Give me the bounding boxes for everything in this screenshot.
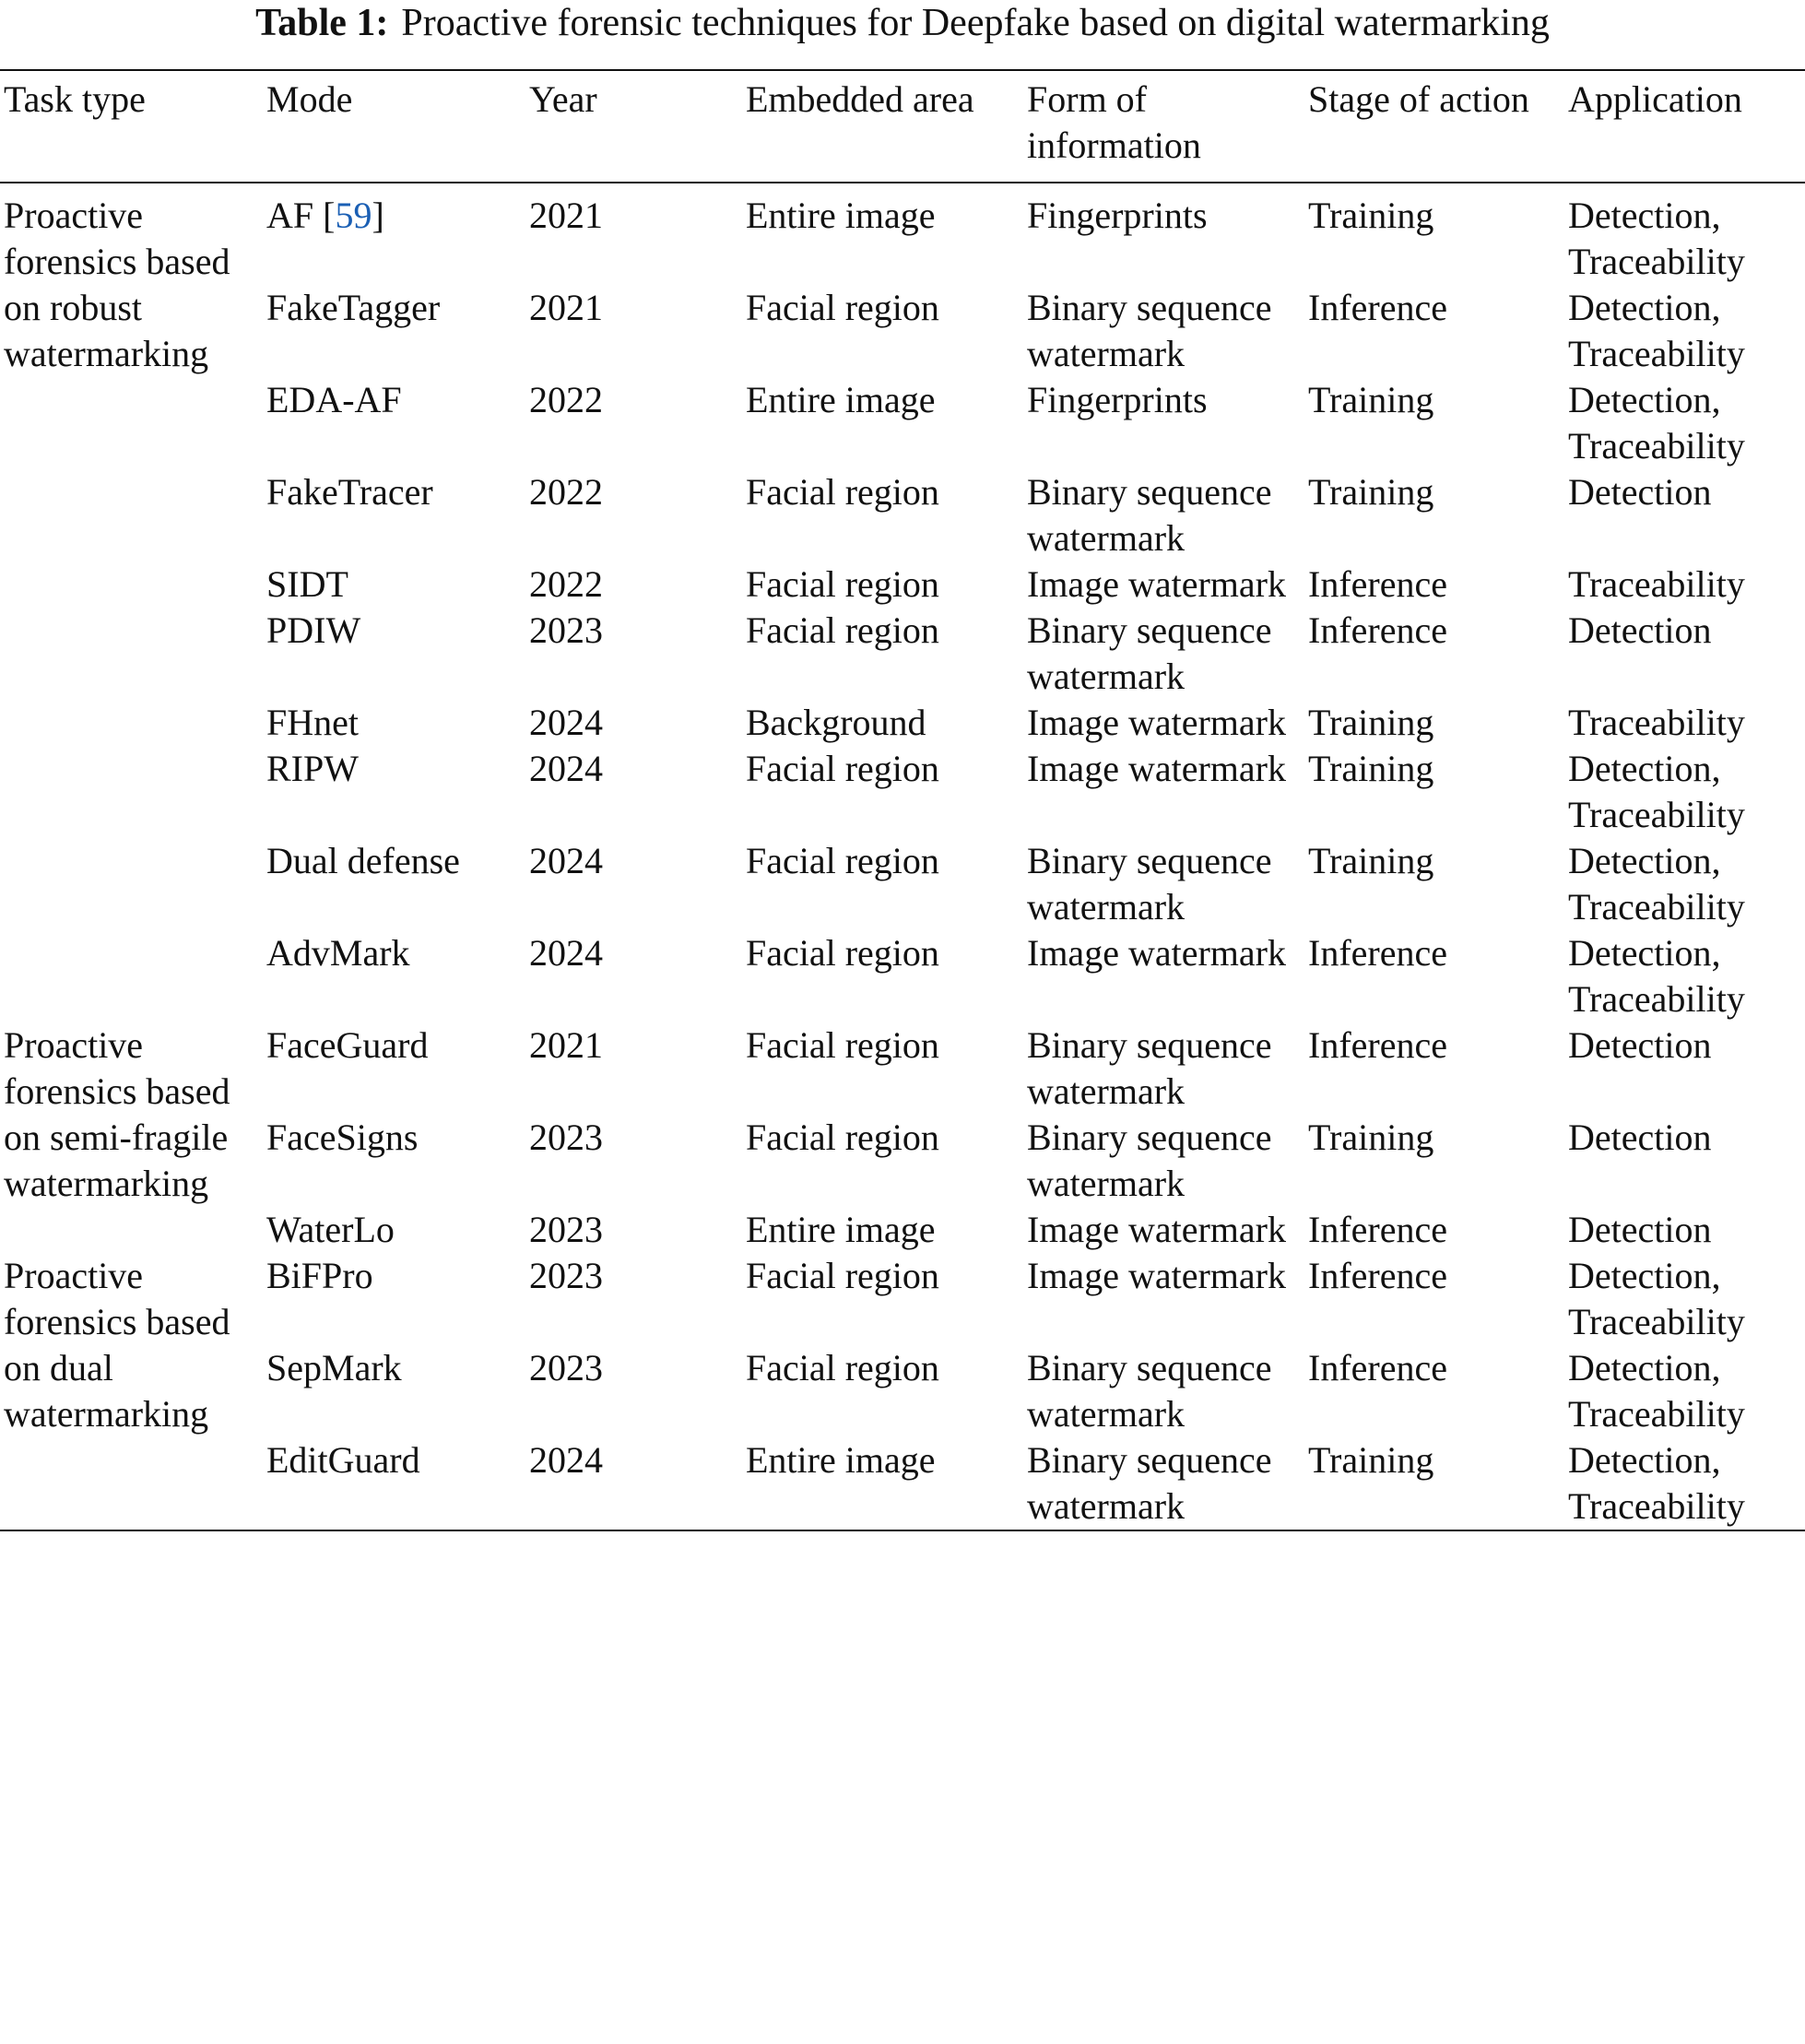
table-row bbox=[0, 1437, 1805, 1530]
form-of-information-cell: Binary sequence watermark bbox=[1027, 1439, 1272, 1527]
year-cell: 2023 bbox=[529, 1117, 603, 1158]
embedded-area-cell: Facial region bbox=[746, 287, 939, 328]
mode-name: FakeTagger bbox=[266, 287, 441, 328]
mode-name: SepMark bbox=[266, 1347, 402, 1388]
form-of-information-cell: Binary sequence watermark bbox=[1027, 609, 1272, 697]
header-form-of-information: Form of information bbox=[1027, 78, 1201, 166]
application-cell: Detection, Traceability bbox=[1568, 1439, 1745, 1527]
stage-of-action-cell: Training bbox=[1308, 471, 1434, 513]
embedded-area-cell: Entire image bbox=[746, 1439, 936, 1481]
form-of-information-cell: Image watermark bbox=[1027, 1255, 1286, 1296]
table-caption-label: Table 1: bbox=[255, 2, 389, 44]
table-row bbox=[0, 1115, 1805, 1207]
application-cell: Detection bbox=[1568, 1209, 1712, 1250]
stage-of-action-cell: Inference bbox=[1308, 1209, 1447, 1250]
table-row bbox=[0, 285, 1805, 377]
stage-of-action-cell: Inference bbox=[1308, 563, 1447, 605]
mode-cell bbox=[263, 1253, 525, 1345]
table-row bbox=[0, 1253, 1805, 1345]
application-cell: Traceability bbox=[1568, 563, 1745, 605]
mode-cell bbox=[263, 700, 525, 746]
year-cell: 2022 bbox=[529, 379, 603, 420]
mode-cell bbox=[263, 377, 525, 469]
header-application: Application bbox=[1568, 78, 1742, 120]
mode-name: PDIW bbox=[266, 609, 361, 651]
year-cell: 2024 bbox=[529, 702, 603, 743]
application-cell: Detection, Traceability bbox=[1568, 1255, 1745, 1342]
mode-name: SIDT bbox=[266, 563, 348, 605]
form-of-information-cell: Image watermark bbox=[1027, 1209, 1286, 1250]
table-row bbox=[0, 1345, 1805, 1437]
form-of-information-cell: Binary sequence watermark bbox=[1027, 287, 1272, 374]
year-cell: 2021 bbox=[529, 287, 603, 328]
embedded-area-cell: Facial region bbox=[746, 748, 939, 789]
form-of-information-cell: Image watermark bbox=[1027, 932, 1286, 974]
table-row bbox=[0, 377, 1805, 469]
table-header bbox=[0, 70, 1805, 183]
embedded-area-cell: Facial region bbox=[746, 1024, 939, 1066]
table-row bbox=[0, 1022, 1805, 1115]
stage-of-action-cell: Inference bbox=[1308, 932, 1447, 974]
stage-of-action-cell: Training bbox=[1308, 1117, 1434, 1158]
mode-name: AdvMark bbox=[266, 932, 410, 974]
year-cell: 2023 bbox=[529, 1347, 603, 1388]
year-cell: 2022 bbox=[529, 471, 603, 513]
table-caption-text: Proactive forensic techniques for Deepfake based on digital watermarking bbox=[401, 2, 1550, 44]
form-of-information-cell: Fingerprints bbox=[1027, 195, 1208, 236]
year-cell: 2021 bbox=[529, 1024, 603, 1066]
mode-name: FHnet bbox=[266, 702, 359, 743]
application-cell: Detection, Traceability bbox=[1568, 287, 1745, 374]
form-of-information-cell: Image watermark bbox=[1027, 563, 1286, 605]
table-row bbox=[0, 700, 1805, 746]
application-cell: Detection, Traceability bbox=[1568, 195, 1745, 282]
application-cell: Detection, Traceability bbox=[1568, 840, 1745, 927]
table-row bbox=[0, 561, 1805, 608]
mode-cell bbox=[263, 608, 525, 700]
table-row bbox=[0, 930, 1805, 1022]
header-row bbox=[0, 70, 1805, 183]
embedded-area-cell: Facial region bbox=[746, 1347, 939, 1388]
embedded-area-cell: Facial region bbox=[746, 563, 939, 605]
stage-of-action-cell: Training bbox=[1308, 840, 1434, 881]
mode-cell bbox=[263, 838, 525, 930]
application-cell: Detection bbox=[1568, 471, 1712, 513]
application-cell: Detection bbox=[1568, 1117, 1712, 1158]
mode-name: WaterLo bbox=[266, 1209, 395, 1250]
embedded-area-cell: Background bbox=[746, 702, 926, 743]
application-cell: Detection, Traceability bbox=[1568, 932, 1745, 1020]
stage-of-action-cell: Inference bbox=[1308, 1024, 1447, 1066]
stage-of-action-cell: Inference bbox=[1308, 1347, 1447, 1388]
table-row bbox=[0, 183, 1805, 285]
mode-cell bbox=[263, 930, 525, 1022]
year-cell: 2023 bbox=[529, 609, 603, 651]
application-cell: Detection bbox=[1568, 609, 1712, 651]
table-container bbox=[0, 69, 1805, 1531]
mode-name: FaceGuard bbox=[266, 1024, 429, 1066]
mode-cell bbox=[263, 1115, 525, 1207]
embedded-area-cell: Entire image bbox=[746, 1209, 936, 1250]
form-of-information-cell: Binary sequence watermark bbox=[1027, 1117, 1272, 1204]
mode-cell bbox=[263, 1345, 525, 1437]
mode-name: EditGuard bbox=[266, 1439, 420, 1481]
mode-name: EDA-AF bbox=[266, 379, 402, 420]
year-cell: 2024 bbox=[529, 840, 603, 881]
table-row bbox=[0, 838, 1805, 930]
stage-of-action-cell: Training bbox=[1308, 195, 1434, 236]
header-stage-of-action: Stage of action bbox=[1308, 78, 1529, 120]
form-of-information-cell: Fingerprints bbox=[1027, 379, 1208, 420]
table-caption bbox=[0, 0, 1805, 46]
table-row bbox=[0, 608, 1805, 700]
year-cell: 2024 bbox=[529, 1439, 603, 1481]
year-cell: 2021 bbox=[529, 195, 603, 236]
table-row bbox=[0, 1207, 1805, 1253]
form-of-information-cell: Binary sequence watermark bbox=[1027, 1347, 1272, 1435]
embedded-area-cell: Facial region bbox=[746, 840, 939, 881]
application-cell: Detection bbox=[1568, 1024, 1712, 1066]
stage-of-action-cell: Training bbox=[1308, 1439, 1434, 1481]
application-cell: Detection, Traceability bbox=[1568, 379, 1745, 467]
application-cell: Detection, Traceability bbox=[1568, 1347, 1745, 1435]
header-year: Year bbox=[529, 78, 597, 120]
header-task-type: Task type bbox=[4, 78, 146, 120]
form-of-information-cell: Image watermark bbox=[1027, 702, 1286, 743]
embedded-area-cell: Entire image bbox=[746, 379, 936, 420]
watermarking-techniques-table bbox=[0, 69, 1805, 1531]
stage-of-action-cell: Inference bbox=[1308, 1255, 1447, 1296]
stage-of-action-cell: Inference bbox=[1308, 609, 1447, 651]
mode-cell: AF [59] bbox=[266, 195, 384, 236]
mode-name: AF bbox=[266, 195, 314, 236]
form-of-information-cell: Image watermark bbox=[1027, 748, 1286, 789]
table-row bbox=[0, 469, 1805, 561]
task-type-cell: Proactive forensics based on robust watermarking bbox=[4, 195, 230, 374]
embedded-area-cell: Entire image bbox=[746, 195, 936, 236]
header-embedded-area: Embedded area bbox=[746, 78, 974, 120]
table-body bbox=[0, 183, 1805, 1530]
embedded-area-cell: Facial region bbox=[746, 1255, 939, 1296]
task-type-cell: Proactive forensics based on dual watermarking bbox=[4, 1255, 230, 1435]
mode-cell bbox=[263, 561, 525, 608]
header-mode: Mode bbox=[266, 78, 353, 120]
mode-cell bbox=[263, 1022, 525, 1115]
embedded-area-cell: Facial region bbox=[746, 609, 939, 651]
mode-name: Dual defense bbox=[266, 840, 460, 881]
year-cell: 2022 bbox=[529, 563, 603, 605]
mode-cell bbox=[263, 1437, 525, 1530]
mode-name: FakeTracer bbox=[266, 471, 433, 513]
year-cell: 2024 bbox=[529, 932, 603, 974]
task-type-cell: Proactive forensics based on semi-fragile watermarking bbox=[4, 1024, 230, 1204]
stage-of-action-cell: Inference bbox=[1308, 287, 1447, 328]
form-of-information-cell: Binary sequence watermark bbox=[1027, 840, 1272, 927]
mode-cell bbox=[263, 746, 525, 838]
mode-name: FaceSigns bbox=[266, 1117, 419, 1158]
mode-cell bbox=[263, 469, 525, 561]
stage-of-action-cell: Training bbox=[1308, 702, 1434, 743]
citation-link[interactable]: 59 bbox=[335, 195, 372, 236]
form-of-information-cell: Binary sequence watermark bbox=[1027, 471, 1272, 559]
application-cell: Detection, Traceability bbox=[1568, 748, 1745, 835]
stage-of-action-cell: Training bbox=[1308, 748, 1434, 789]
mode-name: BiFPro bbox=[266, 1255, 373, 1296]
year-cell: 2023 bbox=[529, 1255, 603, 1296]
year-cell: 2023 bbox=[529, 1209, 603, 1250]
stage-of-action-cell: Training bbox=[1308, 379, 1434, 420]
year-cell: 2024 bbox=[529, 748, 603, 789]
embedded-area-cell: Facial region bbox=[746, 932, 939, 974]
form-of-information-cell: Binary sequence watermark bbox=[1027, 1024, 1272, 1112]
table-row bbox=[0, 746, 1805, 838]
mode-cell bbox=[263, 1207, 525, 1253]
application-cell: Traceability bbox=[1568, 702, 1745, 743]
mode-name: RIPW bbox=[266, 748, 359, 789]
embedded-area-cell: Facial region bbox=[746, 1117, 939, 1158]
embedded-area-cell: Facial region bbox=[746, 471, 939, 513]
mode-cell bbox=[263, 285, 525, 377]
